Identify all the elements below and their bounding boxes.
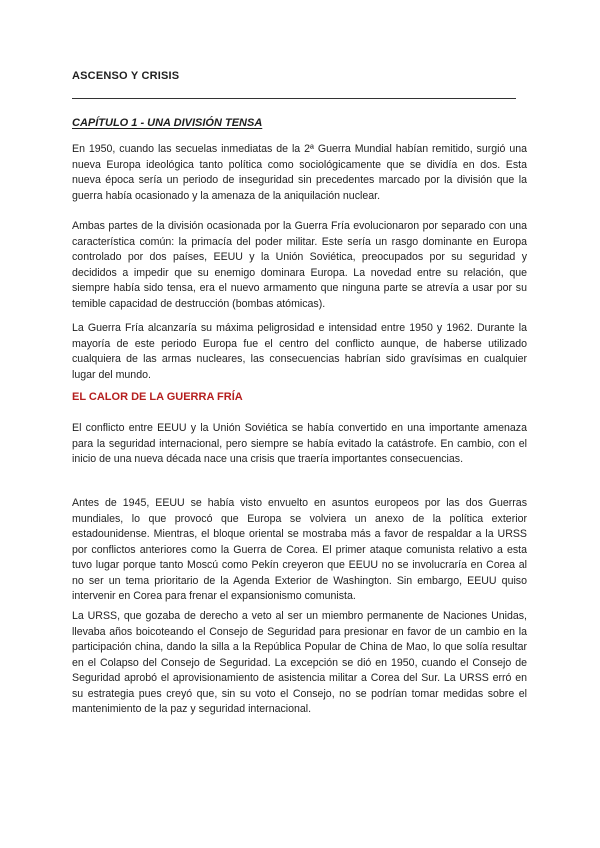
section-heading: EL CALOR DE LA GUERRA FRÍA bbox=[72, 391, 243, 403]
document-title: ASCENSO Y CRISIS bbox=[72, 70, 180, 82]
paragraph-6: La URSS, que gozaba de derecho a veto al ser un miembro permanente de Naciones Unidas, llevaba años boicoteando el Consejo de Seguridad para presionar en favor de un cambio en la participación china, dando la silla a la República Popular de China de Mao, lo que solía resultar en el Colapso del Consejo de Seguridad. La excepción se dió en 1950, cuando el Consejo de Seguridad aprobó el aprovisionamiento de asistencia militar a Corea del Sur. La URSS erró en su estrategia pues creyó que, sin su voto el Consejo, no se podrían tomar medidas sobre el mantenimiento de la paz y seguridad internacional. bbox=[72, 610, 527, 715]
title-divider bbox=[72, 98, 516, 99]
paragraph-3: La Guerra Fría alcanzaría su máxima peligrosidad e intensidad entre 1950 y 1962. Durante la mayoría de este periodo Europa fue el centro del conflicto aunque, de haberse utilizado cualquiera de las armas nucleares, las consecuencias habrían sido gravísimas en cualquier lugar del mundo. bbox=[72, 322, 527, 381]
paragraph-5: Antes de 1945, EEUU se había visto envuelto en asuntos europeos por las dos Guerras mundiales, lo que provocó que Europa se volviera un anexo de la política exterior estadounidense. Mientras, el bloque oriental se mostraba más a favor de respaldar a la URSS por conflictos anteriores como la Guerra de Corea. El primer ataque comunista relativo a esta tuvo lugar porque tanto Moscú como Pekín creyeron que EEUU no se involucraría en Corea al no ser un tema prioritario de la Agenda Exterior de Washington. Sin embargo, EEUU quiso intervenir en Corea para frenar el expansionismo comunista. bbox=[72, 497, 527, 602]
paragraph-2: Ambas partes de la división ocasionada por la Guerra Fría evolucionaron por separado con una característica común: la primacía del poder militar. Este sería un rasgo dominante en Europa controlado por dos países, EEUU y la Unión Soviética, preocupados por su seguridad y decididos a impedir que su enemigo dominara Europa. La novedad entre su relación, que siempre había sido tensa, era el nuevo armamento que ninguna parte se atrevía a usar por su temible capacidad de destrucción (bombas atómicas). bbox=[72, 220, 527, 310]
paragraph-4: El conflicto entre EEUU y la Unión Soviética se había convertido en una importante amenaza para la seguridad internacional, pero siempre se había evitado la catástrofe. En cambio, con el inicio de una nueva década nace una crisis que traería importantes consecuencias. bbox=[72, 422, 527, 465]
paragraph-1: En 1950, cuando las secuelas inmediatas de la 2ª Guerra Mundial habían remitido, surgió una nueva Europa ideológica tanto política como sociológicamente que se dividía en dos. Esta nueva época sería un periodo de inseguridad sin precedentes marcado por la división que la guerra había ocasionado y la amenaza de la aniquilación nuclear. bbox=[72, 143, 527, 202]
chapter-heading: CAPÍTULO 1 - UNA DIVISIÓN TENSA bbox=[72, 117, 263, 129]
